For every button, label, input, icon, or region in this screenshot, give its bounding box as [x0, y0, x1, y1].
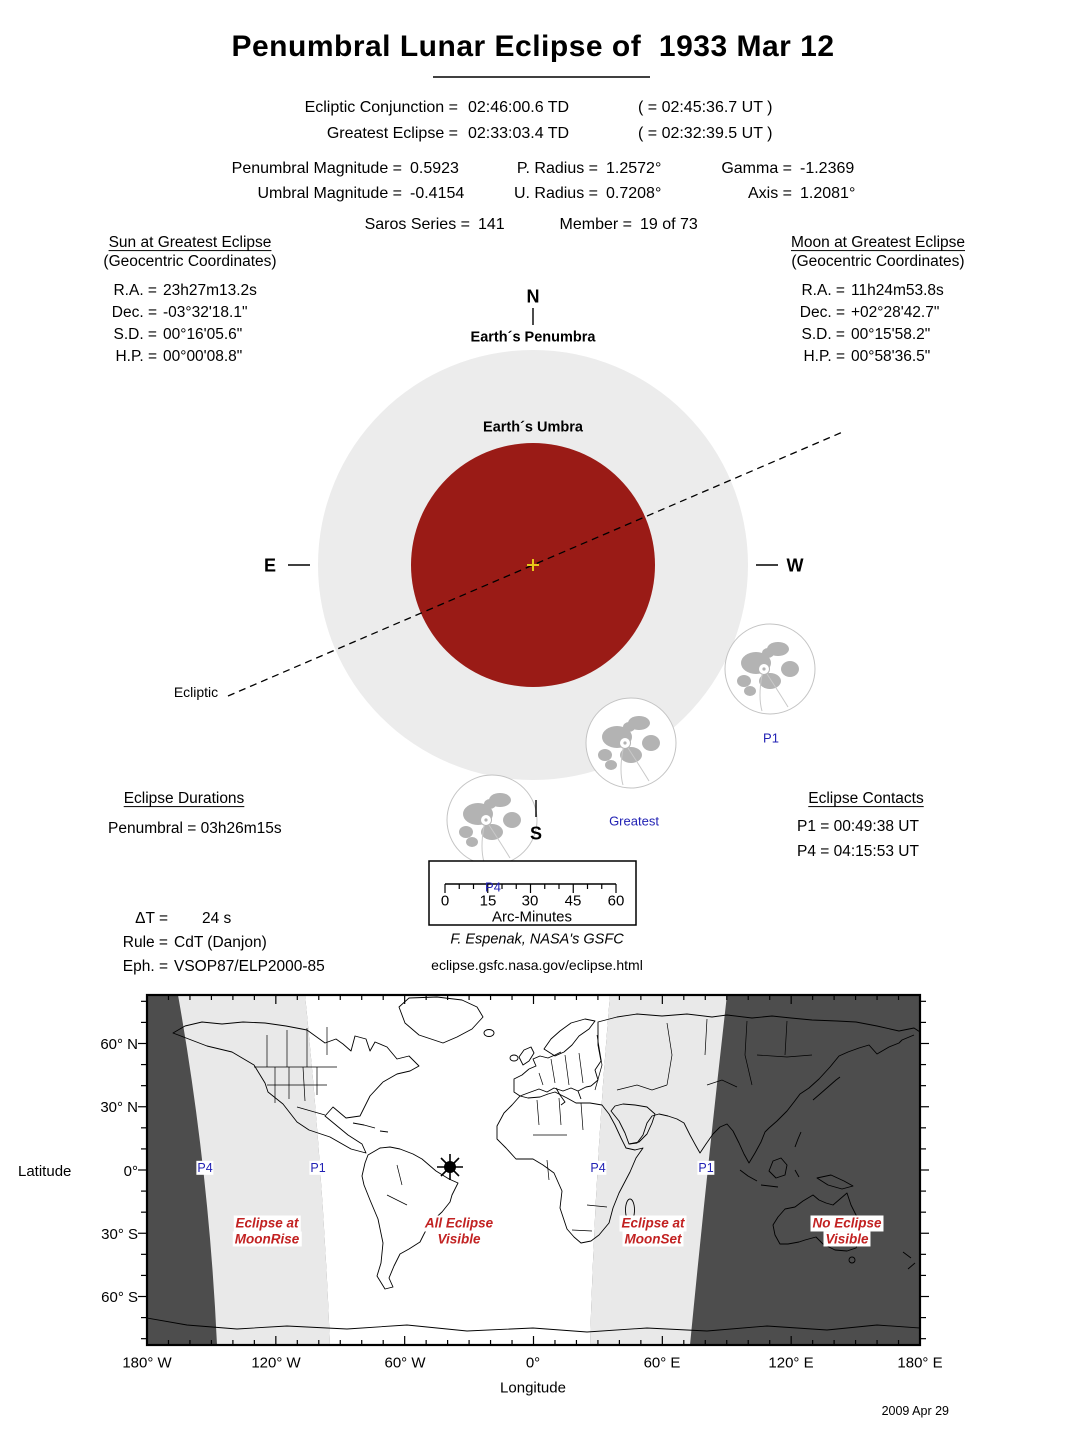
sun-hp-label: H.P. =	[115, 348, 157, 365]
pen-mag-value: 0.5923	[410, 160, 459, 177]
magnitude-row-1	[150, 160, 854, 178]
p-radius-value: 1.2572°	[606, 160, 662, 177]
sun-subheading: (Geocentric Coordinates)	[103, 253, 277, 271]
rule-label: Rule =	[122, 934, 168, 951]
region-label-moonrise	[233, 1215, 302, 1246]
ecliptic-label: Ecliptic	[173, 683, 219, 700]
scale-tick-60: 60	[607, 892, 625, 910]
scale-tick-15: 15	[479, 892, 497, 910]
contacts-heading: Eclipse Contacts	[808, 790, 924, 808]
delta-t-row	[40, 910, 231, 928]
moon-hp-row	[748, 348, 930, 366]
conjunction-ut: ( = 02:45:36.7 UT )	[638, 99, 773, 116]
gamma-label: Gamma =	[721, 160, 792, 177]
moon-subheading: (Geocentric Coordinates)	[791, 253, 965, 271]
moon-ra-label: R.A. =	[801, 282, 845, 299]
region-allvisible-line2: Visible	[437, 1231, 481, 1246]
compass-west-label: W	[786, 555, 804, 576]
sun-hp-row	[60, 348, 242, 366]
compass-south-label: S	[529, 823, 543, 844]
u-radius-value: 0.7208°	[606, 185, 662, 202]
moon-dec-value: +02°28'42.7"	[851, 304, 940, 321]
magnitude-row-2	[150, 185, 855, 203]
axis-value: 1.2081°	[800, 185, 856, 202]
sun-heading: Sun at Greatest Eclipse	[108, 234, 272, 252]
region-allvisible-line1: All Eclipse	[424, 1215, 494, 1231]
moon-at-p1	[725, 624, 815, 714]
lat-30s-label: 30° S	[101, 1226, 138, 1243]
lat-0-label: 0°	[123, 1163, 138, 1180]
rule-value: CdT (Danjon)	[174, 934, 267, 951]
moon-sd-row	[748, 326, 930, 344]
credit-url: eclipse.gsfc.nasa.gov/eclipse.html	[431, 956, 643, 973]
scale-unit-label: Arc-Minutes	[491, 908, 573, 926]
region-moonrise-line1: Eclipse at	[235, 1215, 299, 1231]
durations-heading: Eclipse Durations	[123, 790, 245, 808]
region-moonrise-line2: MoonRise	[234, 1231, 300, 1246]
moon-dec-row	[748, 304, 939, 322]
region-moonset-line1: Eclipse at	[621, 1215, 685, 1231]
compass-north-label: N	[526, 286, 540, 307]
lon-180e-label: 180° E	[897, 1354, 943, 1372]
umb-mag-value: -0.4154	[410, 185, 465, 202]
region-noeclipse-line1: No Eclipse	[812, 1215, 882, 1231]
sun-sd-value: 00°16'05.6"	[163, 326, 243, 343]
sun-ra-label: R.A. =	[113, 282, 157, 299]
member-value: 19 of 73	[640, 216, 698, 233]
delta-t-label: ΔT =	[135, 910, 168, 927]
conjunction-line	[148, 99, 772, 117]
region-label-moonset	[619, 1215, 686, 1246]
creation-date: 2009 Apr 29	[881, 1404, 949, 1418]
map-curve-p4-east: P4	[590, 1160, 606, 1175]
conjunction-td: 02:46:00.6 TD	[468, 99, 570, 116]
sun-dec-value: -03°32'18.1"	[163, 304, 248, 321]
lat-60s-label: 60° S	[101, 1289, 138, 1306]
rule-row	[40, 934, 267, 952]
ephemeris-label: Eph. =	[122, 958, 168, 975]
member-label: Member =	[559, 216, 632, 233]
axis-label: Axis =	[747, 185, 792, 202]
lon-180w-label: 180° W	[122, 1354, 172, 1372]
region-label-all-visible	[423, 1215, 495, 1246]
p1-contact-label: P1	[763, 730, 779, 746]
sun-ra-row	[60, 282, 257, 300]
u-radius-label: U. Radius =	[513, 185, 598, 202]
author-credit: F. Espenak, NASA's GSFC	[450, 931, 624, 948]
region-moonset-line2: MoonSet	[624, 1231, 682, 1246]
umb-mag-label: Umbral Magnitude =	[257, 185, 402, 202]
moon-at-greatest	[586, 698, 676, 788]
moon-ra-row	[748, 282, 944, 300]
saros-value: 141	[478, 216, 505, 233]
scale-tick-0: 0	[440, 892, 450, 910]
compass-east-label: E	[263, 555, 277, 576]
visibility-map	[138, 995, 929, 1345]
moon-hp-value: 00°58'36.5"	[851, 348, 931, 365]
page-title: Penumbral Lunar Eclipse of 1933 Mar 12	[231, 29, 835, 63]
map-curve-p1-east: P1	[698, 1160, 714, 1175]
lon-120w-label: 120° W	[251, 1354, 301, 1372]
map-all-visible-region	[305, 995, 610, 1345]
umbra-label: Earth´s Umbra	[483, 419, 583, 436]
moon-sd-label: S.D. =	[801, 326, 845, 343]
conjunction-label: Ecliptic Conjunction =	[304, 99, 458, 116]
gamma-value: -1.2369	[800, 160, 855, 177]
region-noeclipse-line2: Visible	[825, 1231, 869, 1246]
moon-ra-value: 11h24m53.8s	[851, 282, 944, 299]
p-radius-label: P. Radius =	[516, 160, 598, 177]
lon-120e-label: 120° E	[768, 1354, 814, 1372]
contact-p1-time: P1 = 00:49:38 UT	[797, 818, 919, 835]
delta-t-value: 24 s	[202, 910, 232, 927]
latitude-axis-label: Latitude	[18, 1163, 72, 1180]
scale-tick-45: 45	[564, 892, 582, 910]
lon-0-label: 0°	[525, 1354, 541, 1372]
lon-60e-label: 60° E	[643, 1354, 681, 1372]
lon-60w-label: 60° W	[384, 1354, 426, 1372]
saros-label: Saros Series =	[364, 216, 470, 233]
penumbra-label: Earth´s Penumbra	[470, 329, 596, 346]
pen-mag-label: Penumbral Magnitude =	[231, 160, 402, 177]
sun-dec-label: Dec. =	[111, 304, 157, 321]
sun-dec-row	[60, 304, 247, 322]
moon-sd-value: 00°15'58.2"	[851, 326, 931, 343]
moon-hp-label: H.P. =	[803, 348, 845, 365]
saros-line	[150, 216, 698, 234]
sun-hp-value: 00°00'08.8"	[163, 348, 243, 365]
greatest-td: 02:33:03.4 TD	[468, 125, 570, 142]
contact-p4-time: P4 = 04:15:53 UT	[797, 843, 919, 860]
greatest-contact-label: Greatest	[609, 813, 659, 829]
ephemeris-value: VSOP87/ELP2000-85	[174, 958, 325, 975]
penumbral-duration: Penumbral = 03h26m15s	[108, 820, 282, 837]
greatest-line	[148, 125, 772, 143]
lat-30n-label: 30° N	[100, 1099, 138, 1116]
sun-sd-row	[60, 326, 242, 344]
p4-contact-label: P4	[485, 879, 501, 895]
sun-ra-value: 23h27m13.2s	[163, 282, 257, 299]
scale-tick-30: 30	[521, 892, 539, 910]
map-curve-p1-west: P1	[310, 1160, 326, 1175]
moon-heading: Moon at Greatest Eclipse	[790, 234, 966, 252]
greatest-ut: ( = 02:32:39.5 UT )	[638, 125, 773, 142]
greatest-label: Greatest Eclipse =	[326, 125, 458, 142]
region-label-no-eclipse	[810, 1215, 883, 1246]
moon-dec-label: Dec. =	[799, 304, 845, 321]
ephemeris-row	[40, 958, 325, 976]
sun-sd-label: S.D. =	[113, 326, 157, 343]
shadow-diagram	[228, 308, 845, 865]
moon-at-p4	[447, 775, 537, 865]
lat-60n-label: 60° N	[100, 1036, 138, 1053]
longitude-axis-label: Longitude	[500, 1379, 566, 1397]
map-curve-p4-west: P4	[197, 1160, 213, 1175]
